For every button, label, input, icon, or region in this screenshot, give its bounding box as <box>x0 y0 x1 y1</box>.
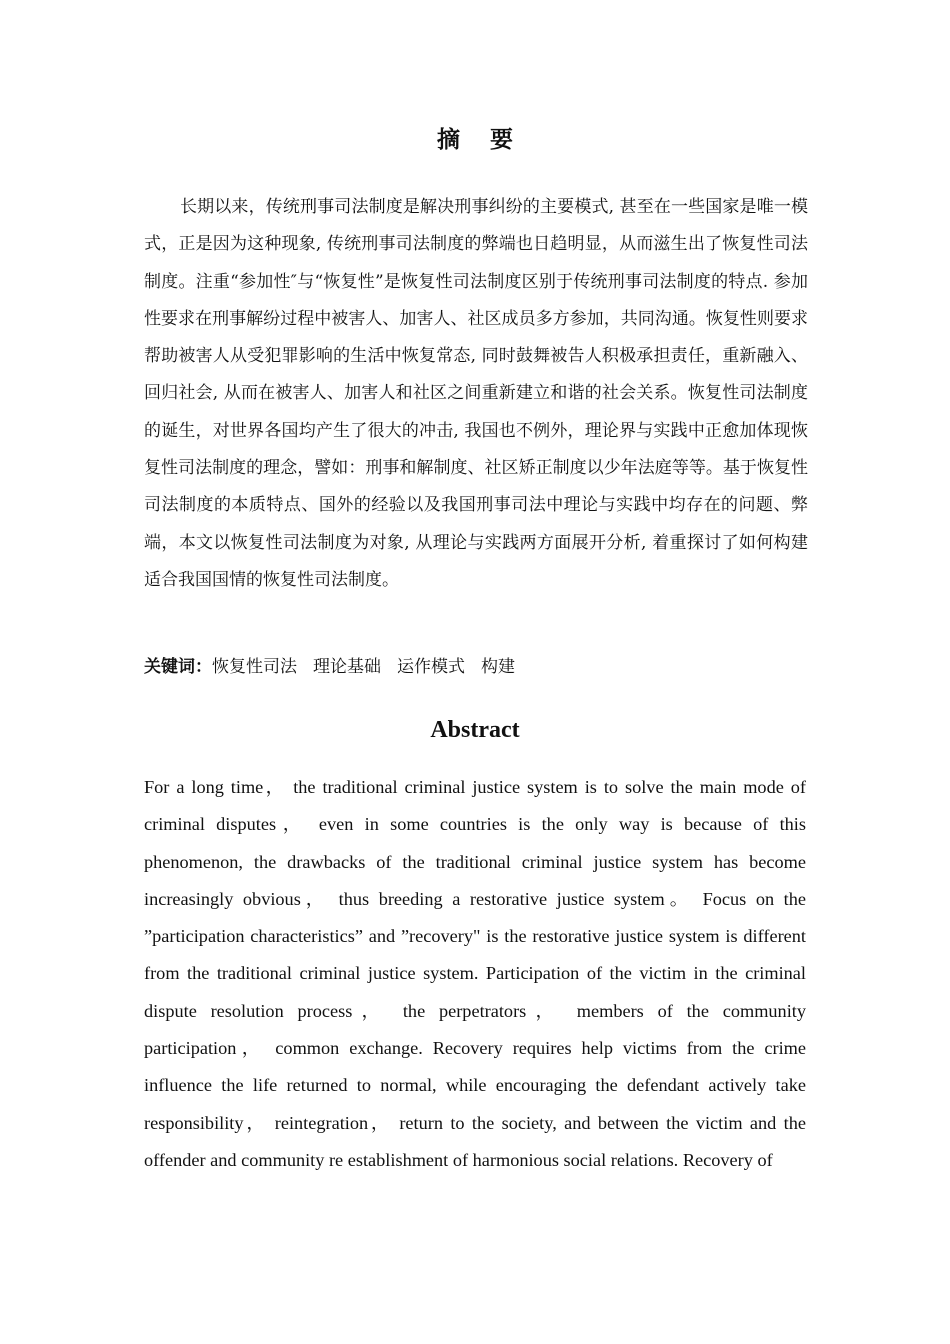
english-abstract-title: Abstract <box>430 717 520 743</box>
keyword-item: 理论基础 <box>313 657 381 677</box>
chinese-keywords <box>144 650 808 684</box>
keyword-item: 构建 <box>481 657 515 677</box>
keyword-item: 恢复性司法 <box>212 657 297 677</box>
chinese-abstract-title: 摘要 <box>437 127 543 153</box>
english-abstract-body: For a long time， the traditional criminal justice system is to solve the main mode of criminal disputes， even in some countries is the only way is because of this phenomenon, the drawbacks of the traditional criminal justice system has become increasingly obvious， thus breeding a restorative justice system。 Focus on the ”participation characteristics” and ”recovery" is the restorative justice system is different from the traditional criminal justice system. Participation of the victim in the criminal dispute resolution process， the perpetrators， members of the community participation， common exchange. Recovery requires help victims from the crime influence the life returned to normal, while encouraging the defendant actively take responsibility， reintegration， return to the society, and between the victim and the offender and community re establishment of harmonious social relations. Recovery of <box>144 777 806 1170</box>
keywords-label: 关键词： <box>144 657 212 677</box>
keyword-item: 运作模式 <box>397 657 465 677</box>
chinese-abstract-body: 长期以来，传统刑事司法制度是解决刑事纠纷的主要模式, 甚至在一些国家是唯一模式，正是因为这种现象, 传统刑事司法制度的弊端也日趋明显，从而滋生出了恢复性司法制度。注重“参加性″与“恢复性”是恢复性司法制度区别于传统刑事司法制度的特点. 参加性要求在刑事解纷过程中被害人、加害人、社区成员多方参加，共同沟通。恢复性则要求帮助被害人从受犯罪影响的生活中恢复常态, 同时鼓舞被告人积极承担责任，重新融入、回归社会, 从而在被害人、加害人和社区之间重新建立和谐的社会关系。恢复性司法制度的诞生，对世界各国均产生了很大的冲击, 我国也不例外，理论界与实践中正愈加体现恢复性司法制度的理念，譬如：刑事和解制度、社区矫正制度以少年法庭等等。基于恢复性司法制度的本质特点、国外的经验以及我国刑事司法中理论与实践中均存在的问题、弊端，本文以恢复性司法制度为对象, 从理论与实践两方面展开分析, 着重探讨了如何构建适合我国国情的恢复性司法制度。 <box>144 197 808 590</box>
